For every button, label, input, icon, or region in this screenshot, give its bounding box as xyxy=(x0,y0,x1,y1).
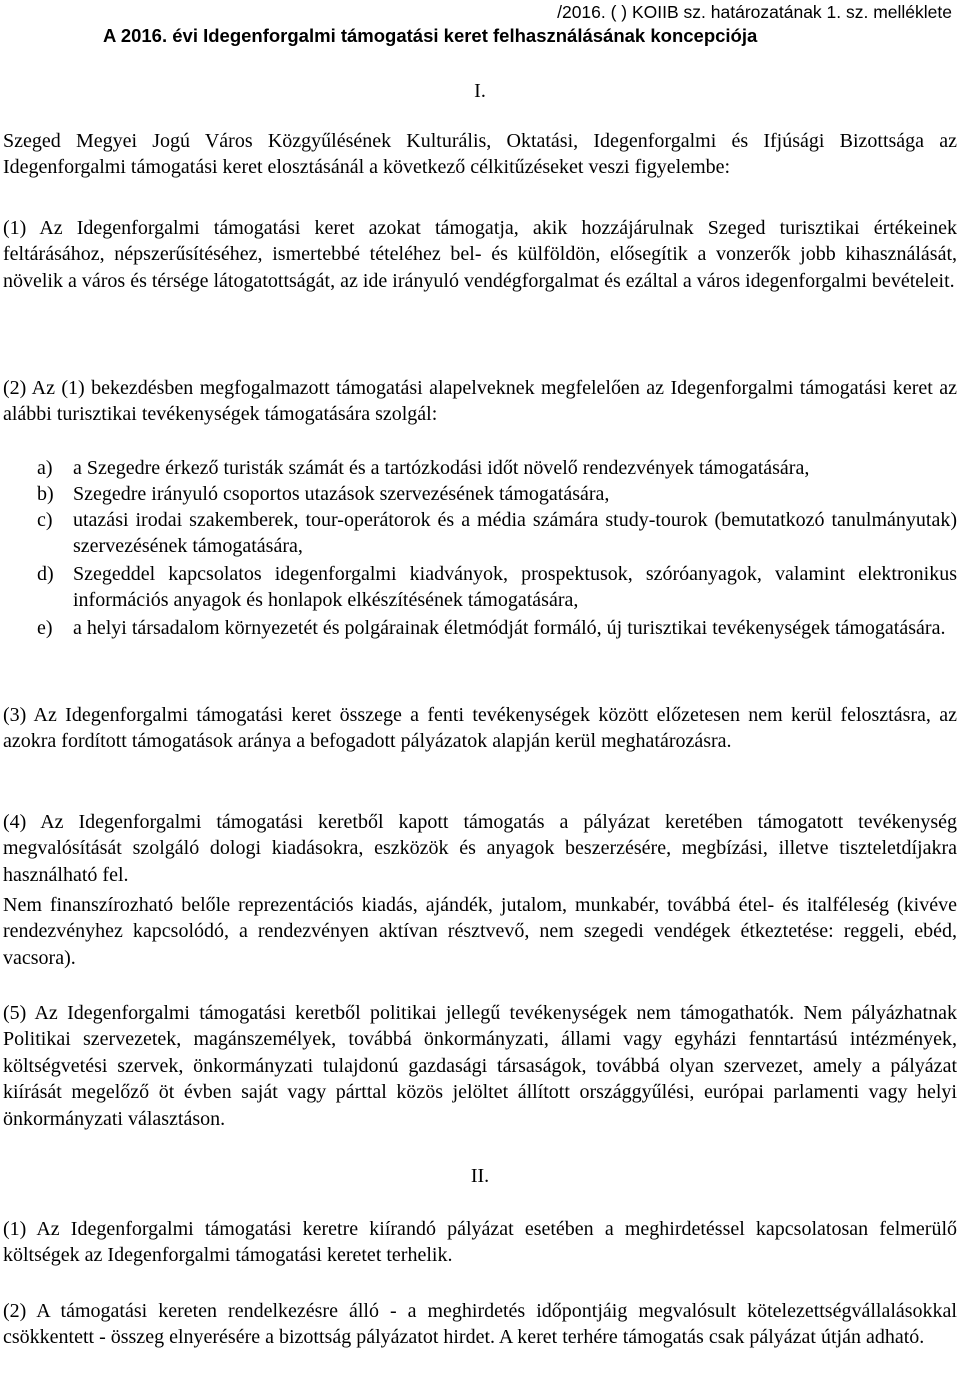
paragraph-1-4: (4) Az Idegenforgalmi támogatási keretből kapott támogatás a pályázat keretében támogatott tevékenység megvalósítását szolgáló dologi kiadásokra, eszközök és anyagok beszerzésére, megbízási, illetve tiszteletdíjakra használható fel. xyxy=(3,811,957,886)
list-item xyxy=(3,455,957,481)
list-item xyxy=(3,481,957,507)
paragraph-1-2: (2) Az (1) bekezdésben megfogalmazott támogatási alapelveknek megfelelően az Idegenforgalmi támogatási keret az alábbi turisztikai tevékenységek támogatására szolgál: xyxy=(3,377,957,426)
document-title: A 2016. évi Idegenforgalmi támogatási keret felhasználásának koncepciója xyxy=(103,25,758,46)
support-activities-list xyxy=(3,455,957,669)
paragraph-1-5: (5) Az Idegenforgalmi támogatási keretből politikai jellegű tevékenységek nem támogathatók. Nem pályázhatnak Politikai szervezetek, magánszemélyek, továbbá önkormányzati, állami vagy egyházi fenntartású intézmények, költségvetési szervek, önkormányzati tulajdonú gazdasági társaságok, továbbá olyan szervezet, amely a pályázat kiírását megelőző öt évben saját vagy párttal közös jelöltet állított országgyűlési, európai parlamenti vagy helyi önkormányzati választáson. xyxy=(3,1002,957,1130)
list-marker: e) xyxy=(37,617,53,639)
section-number-1: I. xyxy=(474,80,486,102)
paragraph-1-4-continuation: Nem finanszírozható belőle reprezentációs kiadás, ajándék, jutalom, munkabér, továbbá étel- és italféleség (kivéve rendezvényhez kapcsolódó, a rendezvényen aktívan résztvevő, nem szegedi vendégek étkeztetése: reggeli, ebéd, vacsora). xyxy=(3,894,957,969)
list-item-text: Szegeddel kapcsolatos idegenforgalmi kiadványok, prospektusok, szóróanyagok, valamint elektronikus információs anyagok és honlapok elkészítésének támogatására, xyxy=(73,563,957,612)
paragraph-2-2: (2) A támogatási kereten rendelkezésre álló - a meghirdetés időpontjáig megvalósult kötelezettségvállalásokkal csökkentett - összeg elnyerésére a bizottság pályázatot hirdet. A keret terhére támogatás csak pályázat útján adható. xyxy=(3,1300,957,1349)
section-number-2: II. xyxy=(470,1165,490,1187)
list-item-text: a Szegedre érkező turisták számát és a tartózkodási időt növelő rendezvények támogatására, xyxy=(73,457,810,479)
intro-paragraph: Szeged Megyei Jogú Város Közgyűlésének Kulturális, Oktatási, Idegenforgalmi és Ifjúsági Bizottsága az Idegenforgalmi támogatási keret elosztásánál a következő célkitűzéseket veszi figyelembe: xyxy=(3,130,957,179)
paragraph-1-3: (3) Az Idegenforgalmi támogatási keret összege a fenti tevékenységek között előzetesen nem kerül felosztásra, az azokra fordított támogatások aránya a befogadott pályázatok alapján kerül meghatározásra. xyxy=(3,704,957,753)
paragraph-2-1: (1) Az Idegenforgalmi támogatási keretre kiírandó pályázat esetében a meghirdetéssel kapcsolatosan felmerülő költségek az Idegenforgalmi támogatási keretet terhelik. xyxy=(3,1218,957,1267)
list-item xyxy=(3,615,957,669)
list-marker: c) xyxy=(37,509,53,531)
list-item-text: utazási irodai szakemberek, tour-operátorok és a média számára study-tourok (bemutatkozó tanulmányutak) szervezésének támogatására, xyxy=(73,509,957,558)
list-marker: a) xyxy=(37,457,53,479)
list-item-text: Szegedre irányuló csoportos utazások szervezésének támogatására, xyxy=(73,483,610,505)
list-item xyxy=(3,507,957,561)
list-item xyxy=(3,561,957,615)
list-marker: d) xyxy=(37,563,54,585)
annex-reference: /2016. ( ) KOIIB sz. határozatának 1. sz. melléklete xyxy=(557,2,952,22)
paragraph-1-1: (1) Az Idegenforgalmi támogatási keret azokat támogatja, akik hozzájárulnak Szeged turisztikai értékeinek feltárásához, népszerűsítéséhez, ismertebbé tételéhez bel- és külföldön, elősegítik a vonzerők jobb kihasználását, növelik a város és térsége látogatottságát, az ide irányuló vendégforgalmat és ezáltal a város idegenforgalmi bevételeit. xyxy=(3,217,957,292)
list-item-text: a helyi társadalom környezetét és polgárainak életmódját formáló, új turisztikai tevékenységek támogatására. xyxy=(73,617,946,639)
list-marker: b) xyxy=(37,483,54,505)
